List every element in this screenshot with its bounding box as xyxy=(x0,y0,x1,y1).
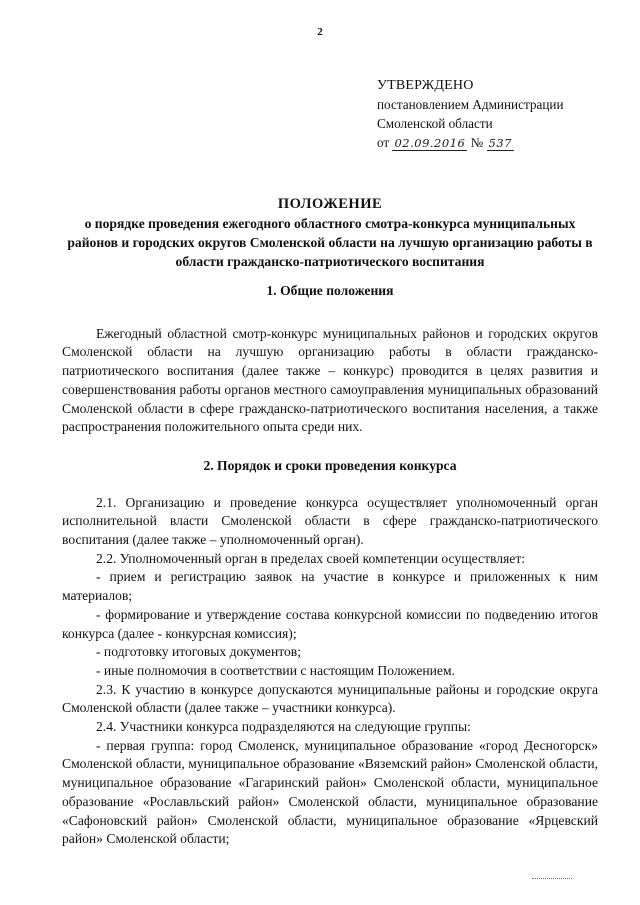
approval-line-1: постановлением Администрации xyxy=(377,97,564,112)
title-heading: ПОЛОЖЕНИЕ xyxy=(277,196,383,212)
clause-2-2: 2.2. Уполномоченный орган в пределах своей компетенции осуществляет: xyxy=(96,550,526,566)
clause-2-2-item: - прием и регистрацию заявок на участие в конкурсе и приложенных к ним материалов; xyxy=(62,569,598,604)
footer-mark xyxy=(532,878,572,880)
number-label: № xyxy=(470,135,484,150)
clause-2-4: 2.4. Участники конкурса подразделяются на следующие группы: xyxy=(96,719,471,735)
clause-2-1: 2.1. Организацию и проведение конкурса осуществляет уполномоченный орган исполнительной власти Смоленской области в сфере гражданско-патриотического воспитания (далее также – уполномоченный орган). xyxy=(62,494,598,548)
clause-2-2-item: - подготовку итоговых документов; xyxy=(96,644,301,660)
handwritten-number: 537 xyxy=(488,136,512,150)
page-number: 2 xyxy=(317,26,323,38)
approval-date-line xyxy=(377,133,564,152)
approval-line-2: Смоленской области xyxy=(377,116,493,131)
date-prefix: от xyxy=(377,135,390,150)
clause-2-3: 2.3. К участию в конкурсе допускаются муниципальные районы и городские округа Смоленской области (далее также – участники конкурса). xyxy=(62,681,598,716)
clause-2-2-item: - иные полномочия в соответствии с настоящим Положением. xyxy=(96,662,455,678)
document-body xyxy=(62,282,598,849)
clause-2-2-item: - формирование и утверждение состава конкурсной комиссии по подведению итогов конкурса (далее - конкурсная комиссия); xyxy=(62,606,598,641)
section-1-paragraph: Ежегодный областной смотр-конкурс муниципальных районов и городских округов Смоленской области на лучшую организацию работы в области гражданско-патриотического воспитания (далее также – конкурс) проводится в целях развития и совершенствования работы органов местного самоуправления муниципальных образований Смоленской области в сфере гражданско-патриотического воспитания населения, а также распространения положительного опыта среди них. xyxy=(62,325,598,435)
title-subject: о порядке проведения ежегодного областного смотра-конкурса муниципальных районов и городских округов Смоленской области на лучшую организацию работы в области гражданско-патриотического воспитания xyxy=(67,216,593,269)
section-2-heading: 2. Порядок и сроки проведения конкурса xyxy=(203,457,457,473)
approval-title: УТВЕРЖДЕНО xyxy=(377,78,474,93)
handwritten-date: 02.09.2016 xyxy=(394,136,466,150)
clause-2-4-group-1: - первая группа: город Смоленск, муниципальное образование «город Десногорск» Смоленской области, муниципальное образование «Вяземский район» Смоленской области, муниципальное образование «Гагаринский район» Смоленской области, муниципальное образование «Рославльский район» Смоленской области, муниципальное образование «Сафоновский район» Смоленской области, муниципальное образование «Ярцевский район» Смоленской области; xyxy=(62,737,598,847)
section-1-heading: 1. Общие положения xyxy=(266,283,394,298)
document-title xyxy=(60,195,600,271)
approval-stamp xyxy=(377,76,564,152)
